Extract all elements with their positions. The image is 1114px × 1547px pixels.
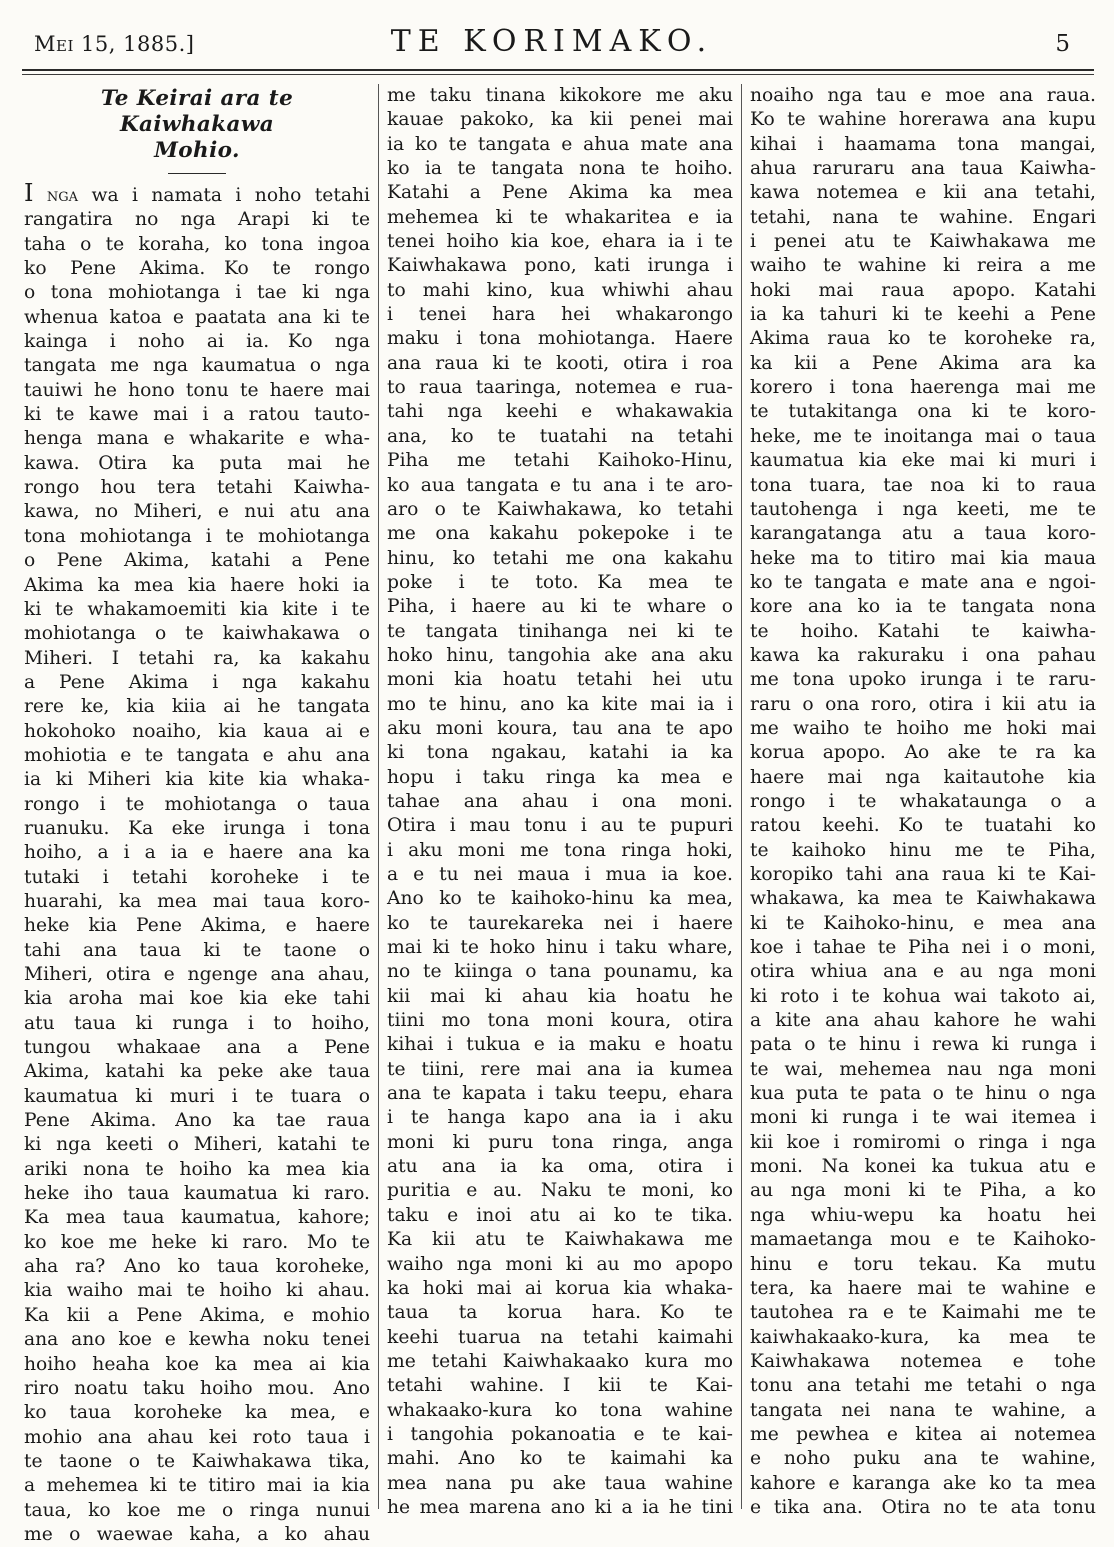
text-line: au nga moni ki te Piha, a ko — [750, 1180, 1096, 1202]
text-line: mohio ana ahau kei roto taua i — [24, 1426, 370, 1448]
text-line: i penei atu te Kaiwhakawa me — [750, 231, 1096, 253]
text-line: tetahi, nana te wahine. Engari — [750, 206, 1096, 228]
text-line: whenua katoa e paatata ana ki te — [24, 306, 370, 328]
text-line: nga whiu-wepu ka hoatu hei — [750, 1204, 1096, 1226]
text-line: mai ki te hoko hinu i taku whare, — [387, 937, 733, 959]
text-line: ahua raruraru ana taua Kaiwha- — [750, 158, 1096, 180]
text-line: ko taua koroheke ka mea, e — [24, 1402, 370, 1424]
text-line: kihai i tukua e ia maku e hoatu — [387, 1034, 733, 1056]
text-line: tutaki i tetahi koroheke i te — [24, 866, 370, 888]
text-line: ratou keehi. Ko te tuatahi ko — [750, 815, 1096, 837]
text-line: whakawa, ka mea te Kaiwhakawa — [750, 888, 1096, 910]
text-line: tonu ana tetahi me tetahi o nga — [750, 1375, 1096, 1397]
text-line: o tona mohiotanga i tae ki nga — [24, 282, 370, 304]
text-line: ko Pene Akima. Ko te rongo — [24, 258, 370, 280]
text-line: Piha me tetahi Kaihoko-Hinu, — [387, 450, 733, 472]
text-line: rongo hou tera tetahi Kaiwha- — [24, 477, 370, 499]
column-2 — [387, 84, 733, 1518]
text-line: tauiwi he hono tonu te haere mai — [24, 379, 370, 401]
text-line: Ano ko te kaihoko-hinu ka mea, — [387, 888, 733, 910]
lead-initial: I — [24, 179, 34, 207]
text-line: keehi tuarua na tetahi kaimahi — [387, 1326, 733, 1348]
text-line: he mea marena ano ki a ia he tini — [387, 1496, 733, 1518]
text-line: maku i tona mohiotanga. Haere — [387, 328, 733, 350]
text-line: heke, me te inoitanga mai o taua — [750, 425, 1096, 447]
column-1-body — [24, 208, 370, 1547]
text-line: korero i tona haerenga mai me — [750, 377, 1096, 399]
text-line: kua puta te pata o te hinu o nga — [750, 1083, 1096, 1105]
text-line: te kaihoko hinu me te Piha, — [750, 839, 1096, 861]
text-line: ana te kapata i taku teepu, ehara — [387, 1083, 733, 1105]
text-line: ko te tangata e mate ana e ngoi- — [750, 571, 1096, 593]
text-line: kawa notemea e kii ana tetahi, — [750, 182, 1096, 204]
text-line: aku moni koura, tau ana te apo — [387, 717, 733, 739]
text-line: te taone o te Kaiwhakawa tika, — [24, 1450, 370, 1472]
text-line: tona mohiotanga i te mohiotanga — [24, 525, 370, 547]
text-line: hoiho, a i a ia e haere ana ka — [24, 842, 370, 864]
issue-date: Mei 15, 1885.] — [34, 32, 195, 56]
text-line: ko aua tangata e tu ana i te aro- — [387, 474, 733, 496]
text-line: tangata nei nana te wahine, a — [750, 1399, 1096, 1421]
text-line: no te kiinga o tana pounamu, ka — [387, 961, 733, 983]
text-line: henga mana e whakarite e wha- — [24, 428, 370, 450]
text-line: hokohoko noaiho, kia kaua ai e — [24, 720, 370, 742]
text-line: kaumatua ki muri i te tuara o — [24, 1085, 370, 1107]
text-line: Kaiwhakawa pono, kati irunga i — [387, 255, 733, 277]
text-line: tautohea ra e te Kaimahi me te — [750, 1302, 1096, 1324]
text-line: kaiwhakaako-kura, ka mea te — [750, 1326, 1096, 1348]
text-line: Ko te wahine horerawa ana kupu — [750, 109, 1096, 131]
page-number: 5 — [1055, 31, 1070, 57]
text-line: kia waiho mai te hoiho ki ahau. — [24, 1280, 370, 1302]
text-line: kawa ka rakuraku i ona pahau — [750, 644, 1096, 666]
text-line: Akima raua ko te koroheke ra, — [750, 328, 1096, 350]
text-line: Ka kii a Pene Akima, e mohio — [24, 1304, 370, 1326]
text-line: tera, ka haere mai te wahine e — [750, 1277, 1096, 1299]
text-line: tahi nga keehi e whakawakia — [387, 401, 733, 423]
text-line: tautohenga i nga keeti, me te — [750, 498, 1096, 520]
text-line: tahae ana ahau i ona moni. — [387, 790, 733, 812]
text-line: o Pene Akima, katahi a Pene — [24, 550, 370, 572]
text-line: i tangohia pokanoatia e te kai- — [387, 1423, 733, 1445]
text-line: waiho te wahine ki reira a me — [750, 255, 1096, 277]
text-line: ia ka tahuri ki te keehi a Pene — [750, 304, 1096, 326]
text-line: Akima, katahi ka peke ake taua — [24, 1061, 370, 1083]
text-line: Akima ka mea kia haere hoki ia — [24, 574, 370, 596]
title-divider-rule — [168, 173, 226, 174]
lead-line — [24, 181, 370, 208]
text-line: rongo i te whakataunga o a — [750, 790, 1096, 812]
column-3 — [750, 84, 1096, 1518]
text-line: me o waewae kaha, a ko ahau — [24, 1523, 370, 1545]
text-line: mehemea ki te whakaritea e ia — [387, 206, 733, 228]
text-line: ki nga keeti o Miheri, katahi te — [24, 1134, 370, 1156]
text-line: ana, ko te tuatahi na tetahi — [387, 425, 733, 447]
text-line: pata o te hinu i rewa ki runga i — [750, 1034, 1096, 1056]
text-line: me waiho te hoiho me hoki mai — [750, 717, 1096, 739]
text-line: me taku tinana kikokore me aku — [387, 85, 733, 106]
text-line: i te hanga kapo ana ia i aku — [387, 1107, 733, 1129]
text-line: te wai, mehemea nau nga moni — [750, 1058, 1096, 1080]
text-line: mamaetanga mou e te Kaihoko- — [750, 1229, 1096, 1251]
text-line: moni ki puru tona ringa, anga — [387, 1131, 733, 1153]
text-line: kihai i haamama tona mangai, — [750, 133, 1096, 155]
text-line: riro noatu taku hoiho mou. Ano — [24, 1377, 370, 1399]
text-line: aha ra? Ano ko taua koroheke, — [24, 1256, 370, 1278]
text-line: tona tuara, tae noa ki to raua — [750, 474, 1096, 496]
text-line: te tangata tinihanga nei ki te — [387, 620, 733, 642]
column-container — [0, 75, 1114, 1545]
text-line: a mehemea ki te titiro mai ia kia — [24, 1475, 370, 1497]
text-line: Miheri. I tetahi ra, ka kakahu — [24, 647, 370, 669]
text-line: me tetahi Kaiwhakaako kura mo — [387, 1350, 733, 1372]
text-line: haere mai nga kaitautohe kia — [750, 766, 1096, 788]
text-line: kawa. Otira ka puta mai he — [24, 452, 370, 474]
text-line: kawa, no Miheri, e nui atu ana — [24, 501, 370, 523]
text-line: kii mai ki ahau kia hoatu he — [387, 985, 733, 1007]
column-divider — [378, 84, 379, 1509]
text-line: heke ma to titiro mai kia maua — [750, 547, 1096, 569]
text-line: me tona upoko irunga i te raru- — [750, 669, 1096, 691]
text-line: poke i te toto. Ka mea te — [387, 571, 733, 593]
text-line: moni ki runga i te wai itemea i — [750, 1107, 1096, 1129]
text-line: taua ta korua hara. Ko te — [387, 1302, 733, 1324]
text-line: hinu e toru tekau. Ka mutu — [750, 1253, 1096, 1275]
text-line: koe i tahae te Piha nei i o moni, — [750, 937, 1096, 959]
text-line: rongo i te mohiotanga o taua — [24, 793, 370, 815]
text-line: mohiotanga o te kaiwhakawa o — [24, 623, 370, 645]
text-line: ariki nona te hoiho ka mea kia — [24, 1158, 370, 1180]
text-line: kore ana ko ia te tangata nona — [750, 596, 1096, 618]
masthead-title: TE KORIMAKO. — [390, 24, 714, 59]
text-line: atu ana ia ka oma, otira i — [387, 1156, 733, 1178]
text-line: ko ia te tangata nona te hoiho. — [387, 158, 733, 180]
page-header — [0, 0, 1114, 67]
text-line: me ona kakahu pokepoke i te — [387, 523, 733, 545]
text-line: me pewhea e kitea ai notemea — [750, 1423, 1096, 1445]
text-line: ia ko te tangata e ahua mate ana — [387, 133, 733, 155]
text-line: i tenei hara hei whakarongo — [387, 304, 733, 326]
column-3-body — [750, 84, 1096, 1520]
text-line: ki te Kaihoko-hinu, e mea ana — [750, 912, 1096, 934]
text-line: ki tona ngakau, katahi ia ka — [387, 742, 733, 764]
text-line: tenei hoiho kia koe, ehara ia i te — [387, 231, 733, 253]
text-line: hoiho heaha koe ka mea ai kia — [24, 1353, 370, 1375]
text-line: kainga i noho ai ia. Ko nga — [24, 331, 370, 353]
text-line: hoki mai raua apopo. Katahi — [750, 279, 1096, 301]
text-line: to raua taaringa, notemea e rua- — [387, 377, 733, 399]
text-line: noaiho nga tau e moe ana raua. — [750, 85, 1096, 106]
text-line: te tutakitanga ona ki te koro- — [750, 401, 1096, 423]
text-line: puritia e au. Naku te moni, ko — [387, 1180, 733, 1202]
text-line: Miheri, otira e ngenge ana ahau, — [24, 964, 370, 985]
text-line: e tika ana. Otira no te ata tonu — [750, 1496, 1096, 1518]
text-line: moni kia hoatu tetahi hei utu — [387, 669, 733, 691]
text-line: te hoiho. Katahi te kaiwha- — [750, 620, 1096, 642]
text-line: rere ke, kia kiia ai he tangata — [24, 696, 370, 718]
text-line: atu taua ki runga i to hoiho, — [24, 1012, 370, 1034]
text-line: mahi. Ano ko te kaimahi ka — [387, 1448, 733, 1470]
text-line: Piha, i haere au ki te whare o — [387, 596, 733, 618]
text-line: a kite ana ahau kahore he wahi — [750, 1010, 1096, 1032]
lead-smallcaps: nga — [46, 185, 79, 206]
text-line: mohiotia e te tangata e ahu ana — [24, 744, 370, 766]
text-line: e noho puku ana te wahine, — [750, 1448, 1096, 1470]
text-line: ana ano koe e kewha noku tenei — [24, 1329, 370, 1351]
text-line: te tiini, rere mai ana ia kumea — [387, 1058, 733, 1080]
column-divider — [741, 84, 742, 1509]
text-line: taua, ko koe me o ringa nunui — [24, 1499, 370, 1521]
text-line: aro o te Kaiwhakawa, ko tetahi — [387, 498, 733, 520]
text-line: ka hoki mai ai korua kia whaka- — [387, 1277, 733, 1299]
text-line: Pene Akima. Ano ka tae raua — [24, 1110, 370, 1132]
text-line: raru o ona roro, otira i kii atu ia — [750, 693, 1096, 715]
text-line: rangatira no nga Arapi ki te — [24, 209, 370, 231]
text-line: korua apopo. Ao ake te ra ka — [750, 742, 1096, 764]
text-line: hopu i taku ringa ka mea e — [387, 766, 733, 788]
column-2-body — [387, 84, 733, 1520]
text-line: mea nana pu ake taua wahine — [387, 1472, 733, 1494]
lead-text: wa i namata i noho tetahi — [91, 185, 370, 206]
text-line: kauae pakoko, ka kii penei mai — [387, 109, 733, 131]
text-line: Ka mea taua kaumatua, kahore; — [24, 1207, 370, 1229]
article-title — [24, 86, 370, 164]
text-line: tangata me nga kaumatua o nga — [24, 355, 370, 377]
text-line: huarahi, ka mea mai taua koro- — [24, 890, 370, 912]
text-line: tahi ana taua ki te taone o — [24, 939, 370, 961]
text-line: heke kia Pene Akima, e haere — [24, 915, 370, 937]
text-line: taha o te koraha, ko tona ingoa — [24, 233, 370, 255]
column-1 — [24, 84, 370, 1545]
text-line: to mahi kino, kua whiwhi ahau — [387, 279, 733, 301]
text-line: otira whiua ana e au nga moni — [750, 961, 1096, 983]
text-line: ka kii a Pene Akima ara ka — [750, 352, 1096, 374]
text-line: tiini mo tona moni koura, otira — [387, 1010, 733, 1032]
text-line: kaumatua kia eke mai ki muri i — [750, 450, 1096, 472]
text-line: karangatanga atu a taua koro- — [750, 523, 1096, 545]
text-line: taku e inoi atu ai ko te tika. — [387, 1204, 733, 1226]
text-line: whakaako-kura ko tona wahine — [387, 1399, 733, 1421]
text-line: Ka kii atu te Kaiwhakawa me — [387, 1229, 733, 1251]
text-line: kahore e karanga ake ko ta mea — [750, 1472, 1096, 1494]
text-line: kia aroha mai koe kia eke tahi — [24, 988, 370, 1010]
text-line: kii koe i romiromi o ringa i nga — [750, 1131, 1096, 1153]
text-line: Kaiwhakawa notemea e tohe — [750, 1350, 1096, 1372]
text-line: heke iho taua kaumatua ki raro. — [24, 1183, 370, 1205]
text-line: tungou whakaae ana a Pene — [24, 1037, 370, 1059]
text-line: ki te whakamoemiti kia kite i te — [24, 598, 370, 620]
article-title-line1: Te Keirai ara te Kaiwhakawa — [100, 86, 294, 137]
text-line: ia ki Miheri kia kite kia whaka- — [24, 769, 370, 791]
text-line: waiho nga moni ki au mo apopo — [387, 1253, 733, 1275]
text-line: tetahi wahine. I kii te Kai- — [387, 1375, 733, 1397]
text-line: ruanuku. Ka eke irunga i tona — [24, 817, 370, 839]
text-line: ki te kawe mai i a ratou tauto- — [24, 404, 370, 426]
text-line: ana raua ki te kooti, otira i roa — [387, 352, 733, 374]
text-line: Otira i mau tonu i au te pupuri — [387, 815, 733, 837]
text-line: a Pene Akima i nga kakahu — [24, 671, 370, 693]
text-line: Katahi a Pene Akima ka mea — [387, 182, 733, 204]
text-line: i aku moni me tona ringa hoki, — [387, 839, 733, 861]
article-title-line2: Mohio. — [154, 138, 240, 163]
text-line: hinu, ko tetahi me ona kakahu — [387, 547, 733, 569]
text-line: koropiko tahi ana raua ki te Kai- — [750, 864, 1096, 885]
text-line: hoko hinu, tangohia ake ana aku — [387, 644, 733, 666]
text-line: a e tu nei maua i mua ia koe. — [387, 864, 733, 885]
text-line: ki roto i te kohua wai takoto ai, — [750, 985, 1096, 1007]
text-line: mo te hinu, ano ka kite mai ia i — [387, 693, 733, 715]
text-line: moni. Na konei ka tukua atu e — [750, 1156, 1096, 1178]
text-line: ko koe me heke ki raro. Mo te — [24, 1231, 370, 1253]
text-line: ko te taurekareka nei i haere — [387, 912, 733, 934]
